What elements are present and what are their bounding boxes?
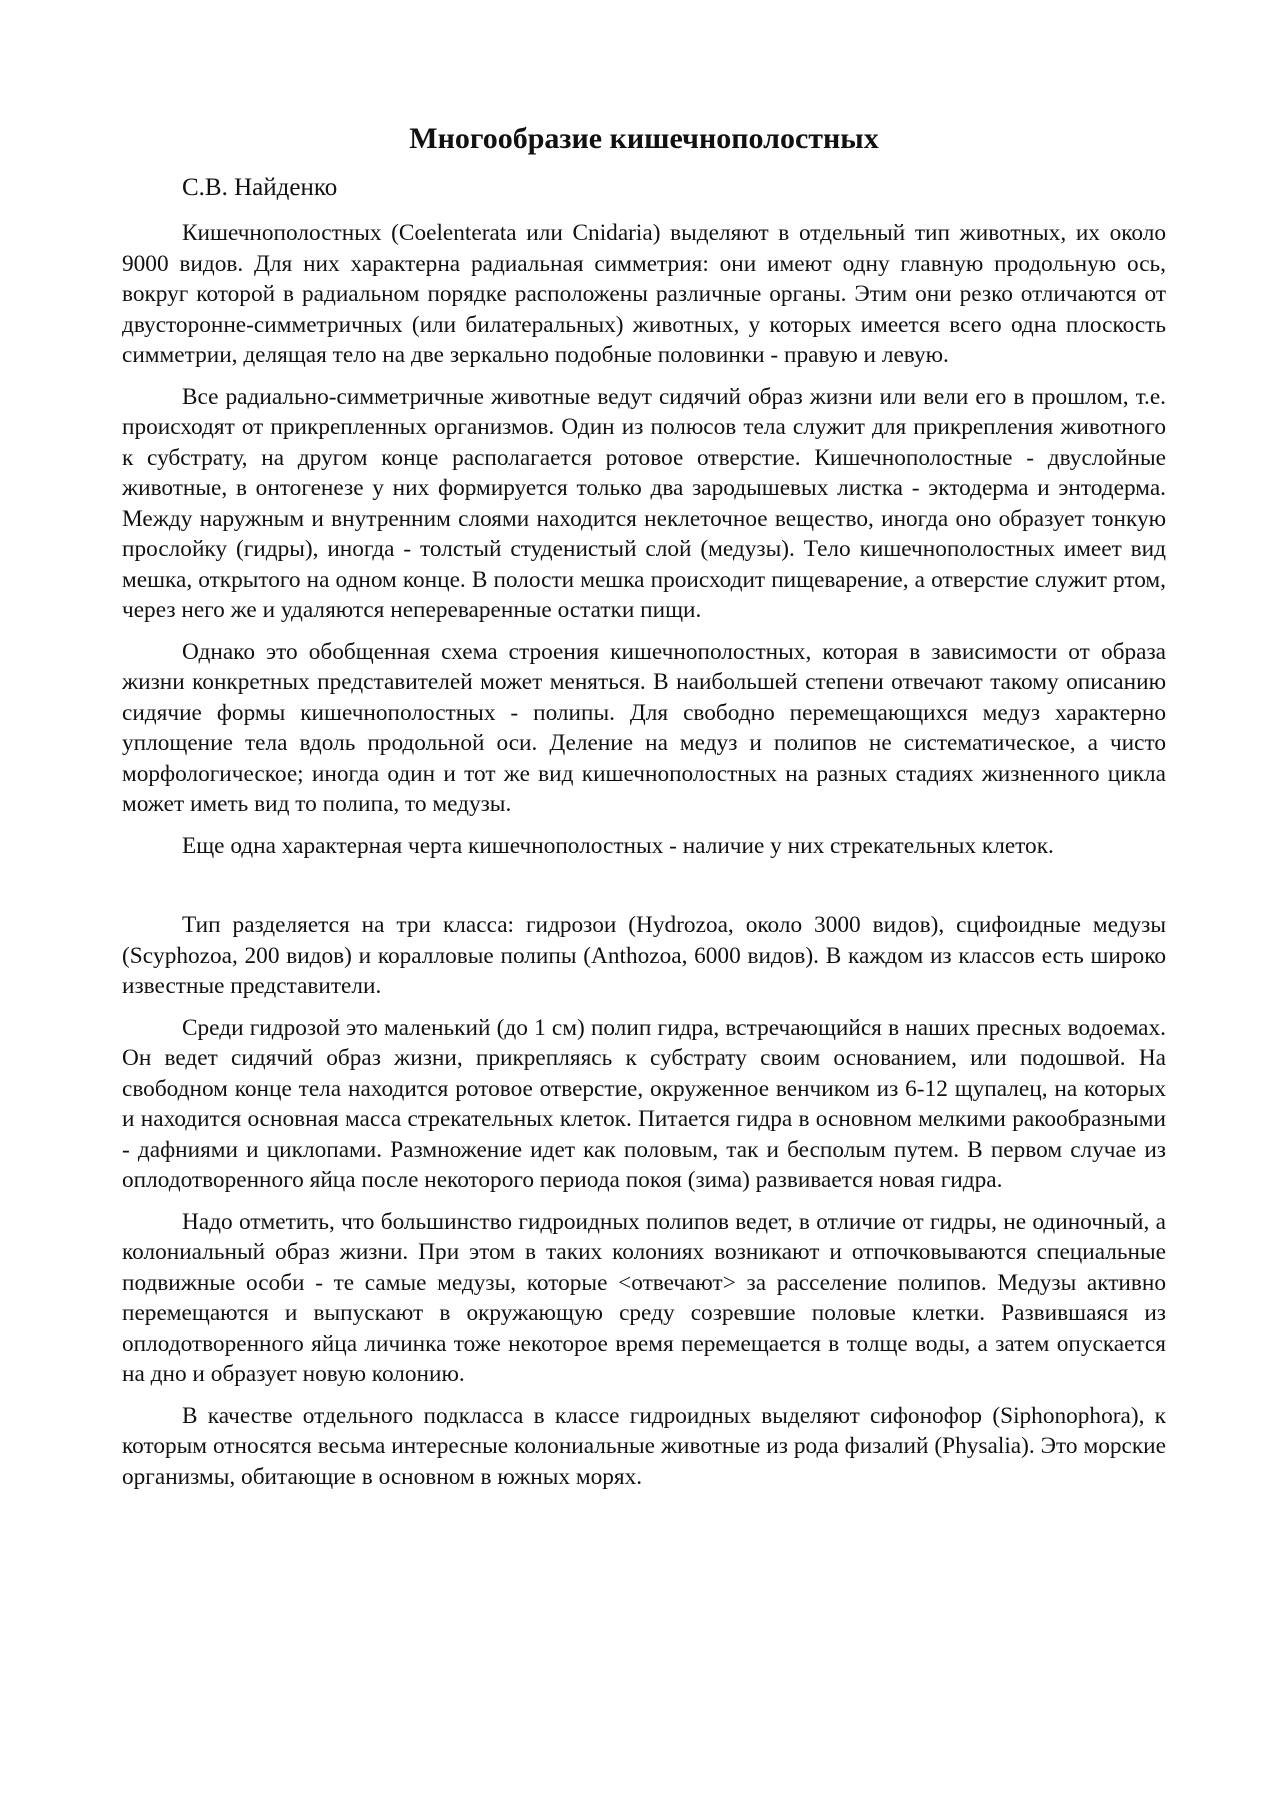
paragraph: Однако это обобщенная схема строения кишечнополостных, которая в зависимости от образа жизни конкретных представителей может меняться. В наибольшей степени отвечают такому описанию сидячие формы кишечнополостных - полипы. Для свободно перемещающихся медуз характерно уплощение тела вдоль продольной оси. Деление на медуз и полипов не систематическое, а чисто морфологическое; иногда один и тот же вид кишечнополостных на разных стадиях жизненного цикла может иметь вид то полипа, то медузы. — [122, 638, 1166, 817]
document-page — [122, 118, 1166, 1503]
paragraph: Тип разделяется на три класса: гидрозои (Hydrozoa, около 3000 видов), сцифоидные медузы (Scyphozoa, 200 видов) и коралловые полипы (Anthozoa, 6000 видов). В каждом из классов есть широко известные представители. — [122, 912, 1166, 999]
document-title: Многообразие кишечнополостных — [409, 122, 879, 155]
section-gap — [122, 872, 1166, 910]
paragraph: Кишечнополостных (Coelenterata или Cnidaria) выделяют в отдельный тип животных, их около 9000 видов. Для них характерна радиальная симметрия: они имеют одну главную продольную ось, вокруг которой в радиальном порядке расположены различные органы. Этим они резко отличаются от двусторонне-симметричных (или билатеральных) животных, у которых имеется всего одна плоскость симметрии, делящая тело на две зеркально подобные половинки - правую и левую. — [122, 220, 1166, 368]
paragraph: Среди гидрозой это маленький (до 1 см) полип гидра, встречающийся в наших пресных водоемах. Он ведет сидячий образ жизни, прикрепляясь к субстрату своим основанием, или подошвой. На свободном конце тела находится ротовое отверстие, окруженное венчиком из 6-12 щупалец, на которых и находится основная масса стрекательных клеток. Питается гидра в основном мелкими ракообразными - дафниями и циклопами. Размножение идет как половым, так и бесполым путем. В первом случае из оплодотворенного яйца после некоторого периода покоя (зима) развивается новая гидра. — [122, 1014, 1166, 1193]
paragraph: Все радиально-симметричные животные ведут сидячий образ жизни или вели его в прошлом, т.е. происходят от прикрепленных организмов. Один из полюсов тела служит для прикрепления животного к субстрату, на другом конце располагается ротовое отверстие. Кишечнополостные - двуслойные животные, в онтогенезе у них формируется только два зародышевых листка - эктодерма и энтодерма. Между наружным и внутренним слоями находится неклеточное вещество, иногда оно образует тонкую прослойку (гидры), иногда - толстый студенистый слой (медузы). Тело кишечнополостных имеет вид мешка, открытого на одном конце. В полости мешка происходит пищеварение, а отверстие служит ртом, через него же и удаляются непереваренные остатки пищи. — [122, 383, 1166, 623]
paragraph: В качестве отдельного подкласса в классе гидроидных выделяют сифонофор (Siphonophora), к которым относятся весьма интересные колониальные животные из рода физалий (Physalia). Это морские организмы, обитающие в основном в южных морях. — [122, 1402, 1166, 1490]
paragraph: Еще одна характерная черта кишечнополостных - наличие у них стрекательных клеток. — [182, 832, 1054, 859]
paragraph: Надо отметить, что большинство гидроидных полипов ведет, в отличие от гидры, не одиночный, а колониальный образ жизни. При этом в таких колониях возникают и отпочковываются специальные подвижные особи - те самые медузы, которые <отвечают> за расселение полипов. Медузы активно перемещаются и выпускают в окружающую среду созревшие половые клетки. Развившаяся из оплодотворенного яйца личинка тоже некоторое время перемещается в толще воды, а затем опускается на дно и образует новую колонию. — [122, 1208, 1166, 1387]
document-author: С.В. Найденко — [182, 174, 338, 201]
